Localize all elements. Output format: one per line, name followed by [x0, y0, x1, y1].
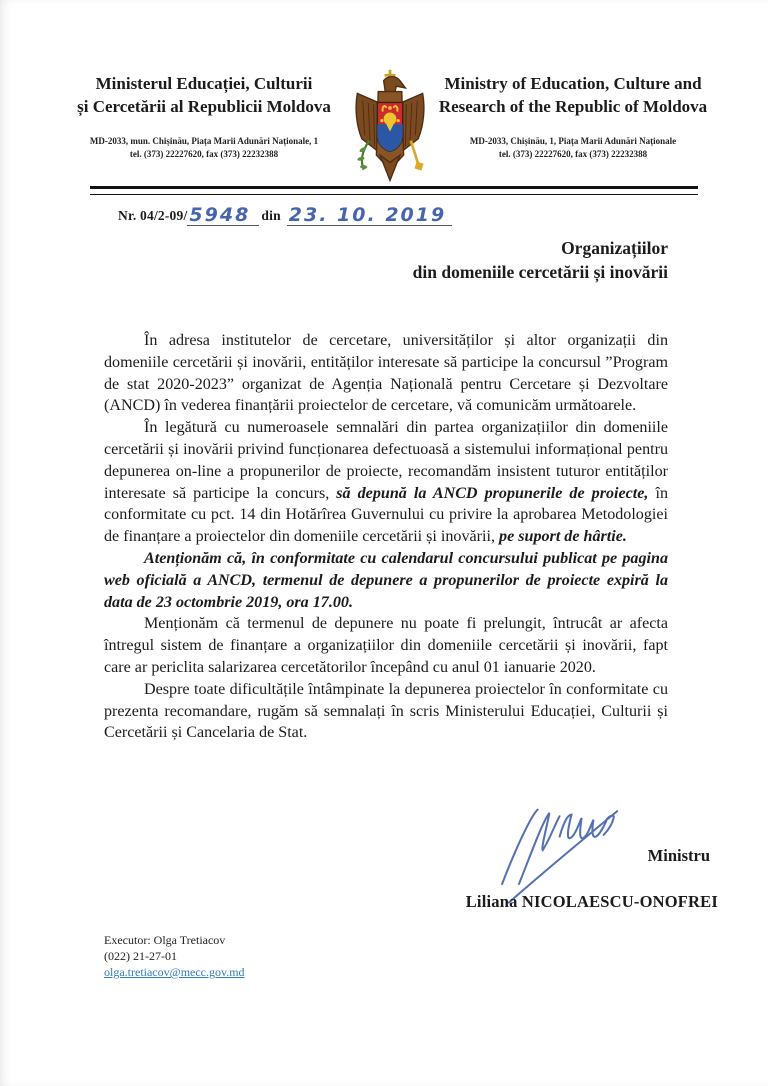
letterhead-english	[433, 72, 713, 161]
paragraph: Atenționăm că, în conformitate cu calendarul concursului publicat pe pagina web oficială a ANCD, termenul de depunere a propunerilor de proiecte expiră la data de 23 octombrie 2019, ora 17.00.	[104, 549, 668, 611]
org-name-en	[433, 72, 713, 118]
reference-line	[118, 206, 452, 224]
coat-of-arms-wrap	[347, 68, 433, 186]
org-name-ro-line2: și Cercetării al Republicii Moldova	[77, 97, 331, 116]
paragraph: În legătură cu numeroasele semnalări din partea organizațiilor din domeniile cercetării și inovării privind funcționarea defectuoasă a sistemului informațional pentru depunerea on-line a propunerilor de proiecte, recomandăm insistent tuturor entităților interesate să participe la concurs, să depună la ANCD propunerile de proiecte, în conformitate cu pct. 14 din Hotărîrea Guvernului cu privire la aprobarea Metodologiei de finanțare a proiectelor din domeniile cercetării și inovării, pe suport de hârtie.	[104, 419, 669, 546]
org-address-en	[433, 135, 713, 161]
paragraph: Despre toate dificultățile întâmpinate la depunerea proiectelor în conformitate cu prezenta recomandare, rugăm să semnalați în scris Ministerului Educației, Culturii și Cercetării și Cancelaria de Stat.	[104, 680, 668, 742]
reference-number-field	[187, 206, 259, 226]
signer-name: Liliana NICOLAESCU-ONOFREI	[465, 892, 718, 911]
body-paragraphs	[104, 330, 668, 744]
org-name-ro	[61, 72, 347, 118]
handwritten-number: 5948	[189, 204, 251, 226]
addressee-line1: Organizațiilor	[561, 238, 668, 258]
signer-title: Ministru	[647, 846, 710, 865]
addressee-line2: din domeniile cercetării și inovării	[412, 262, 668, 282]
org-address-en-line1: MD-2033, Chișinău, 1, Piața Marii Adunări Naționale	[469, 136, 677, 146]
org-name-ro-line1: Ministerul Educației, Culturii	[95, 74, 313, 93]
reference-date-label: din	[261, 208, 281, 223]
executor-block	[104, 932, 245, 980]
addressee-block	[104, 236, 668, 284]
org-address-ro	[61, 135, 347, 161]
header-divider	[90, 186, 698, 195]
org-address-ro-line1: MD-2033, mun. Chișinău, Piața Marii Adunări Naționale, 1	[89, 136, 319, 146]
org-address-ro-line2: tel. (373) 22227620, fax (373) 22232388	[129, 149, 279, 159]
reference-number-prefix: Nr. 04/2-09/	[118, 208, 188, 223]
handwritten-date: 23. 10. 2019	[288, 204, 447, 226]
org-name-en-line2: Research of the Republic of Moldova	[438, 97, 708, 116]
executor-phone: (022) 21-27-01	[104, 949, 177, 963]
org-name-en-line1: Ministry of Education, Culture and	[444, 74, 702, 93]
executor-name: Executor: Olga Tretiacov	[104, 933, 226, 947]
letterhead	[46, 72, 728, 186]
letterhead-romanian	[61, 72, 347, 161]
paragraph: În adresa institutelor de cercetare, universităților și altor organizații din domeniile cercetării și inovării, entităților interesate să participe la concursul ”Program de stat 2020-2023” organizat de Agenția Națională pentru Cercetare și Dezvoltare (ANCD) în vederea finanțării proiectelor de cercetare, vă comunicăm următoarele.	[104, 332, 668, 415]
executor-email-link[interactable]: olga.tretiacov@mecc.gov.md	[104, 965, 245, 979]
moldova-coat-of-arms-icon	[349, 68, 431, 186]
reference-date-field	[287, 206, 452, 226]
org-address-en-line2: tel. (373) 22227620, fax (373) 22232388	[498, 149, 648, 159]
paragraph: Menționăm că termenul de depunere nu poate fi prelungit, întrucât ar afecta întregul sistem de finanțare a organizațiilor din domeniile cercetării și inovării, fapt care ar periclita salarizarea cercetătorilor începând cu anul 01 ianuarie 2020.	[104, 615, 668, 676]
